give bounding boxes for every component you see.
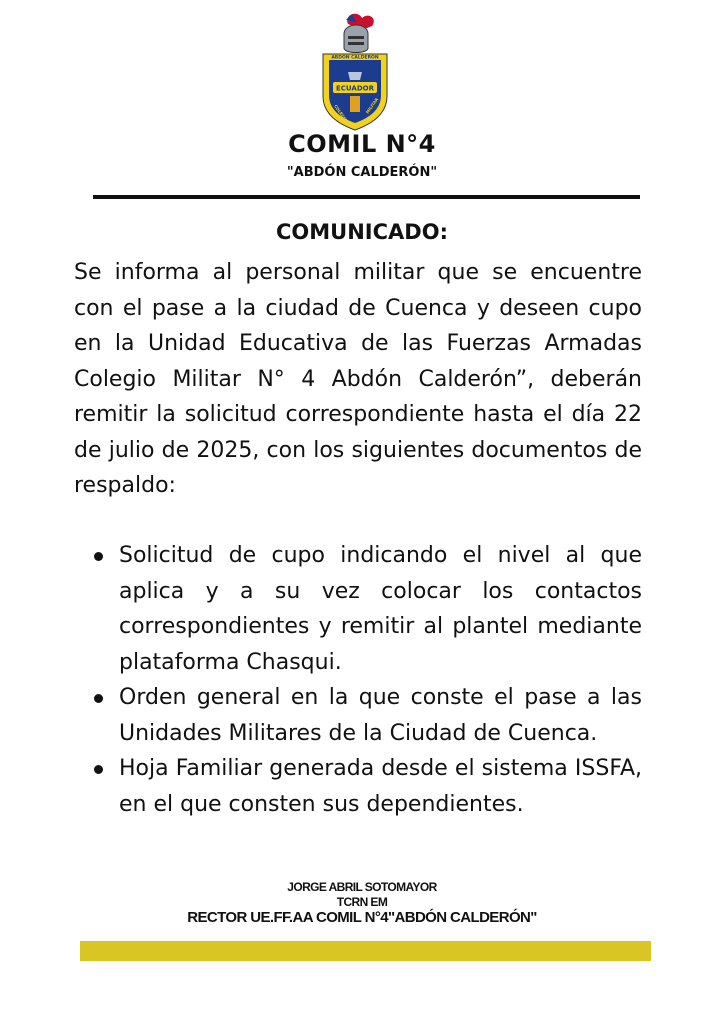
crest-right-text: MILITAR xyxy=(364,96,380,115)
bullet-icon xyxy=(94,694,103,703)
school-subname: "ABDÓN CALDERÓN" xyxy=(286,165,438,180)
crest-banner-text: ECUADOR xyxy=(336,84,374,93)
bullet-icon xyxy=(94,552,103,561)
requirement-text: Hoja Familiar generada desde el sistema ISSFA, en el que consten sus dependientes. xyxy=(119,756,642,817)
requirements-list xyxy=(92,538,642,822)
school-name: COMIL N°4 xyxy=(288,130,436,158)
bullet-icon xyxy=(94,765,103,774)
list-item xyxy=(92,751,642,822)
crest-top-text: ABDÓN CALDERÓN xyxy=(331,55,379,61)
crest-left-text: COLEGIO xyxy=(333,103,349,123)
requirement-text: Solicitud de cupo indicando el nivel al que aplica y a su vez colocar los contactos correspondientes y remitir al plantel mediante plataforma Chasqui. xyxy=(119,543,642,675)
signature-block xyxy=(0,880,724,927)
signer-title: RECTOR UE.FF.AA COMIL N°4"ABDÓN CALDERÓN" xyxy=(187,909,537,926)
requirement-text: Orden general en la que conste el pase a las Unidades Militares de la Ciudad de Cuenca. xyxy=(119,685,642,746)
signer-rank: TCRN EM xyxy=(336,895,388,909)
list-item xyxy=(92,680,642,751)
notice-body: Se informa al personal militar que se encuentre con el pase a la ciudad de Cuenca y deseen cupo en la Unidad Educativa de las Fuerzas Armadas Colegio Militar N° 4 Abdón Calderón”, deberán remitir la solicitud correspondiente hasta el día 22 de julio de 2025, con los siguientes documentos de respaldo: xyxy=(74,260,642,498)
footer-bar xyxy=(80,941,651,961)
list-item xyxy=(92,538,642,680)
military-school-crest-icon xyxy=(310,10,400,132)
header-divider xyxy=(93,195,640,199)
notice-heading: COMUNICADO: xyxy=(276,220,448,244)
signer-name: JORGE ABRIL SOTOMAYOR xyxy=(287,880,437,894)
school-crest xyxy=(310,10,400,132)
